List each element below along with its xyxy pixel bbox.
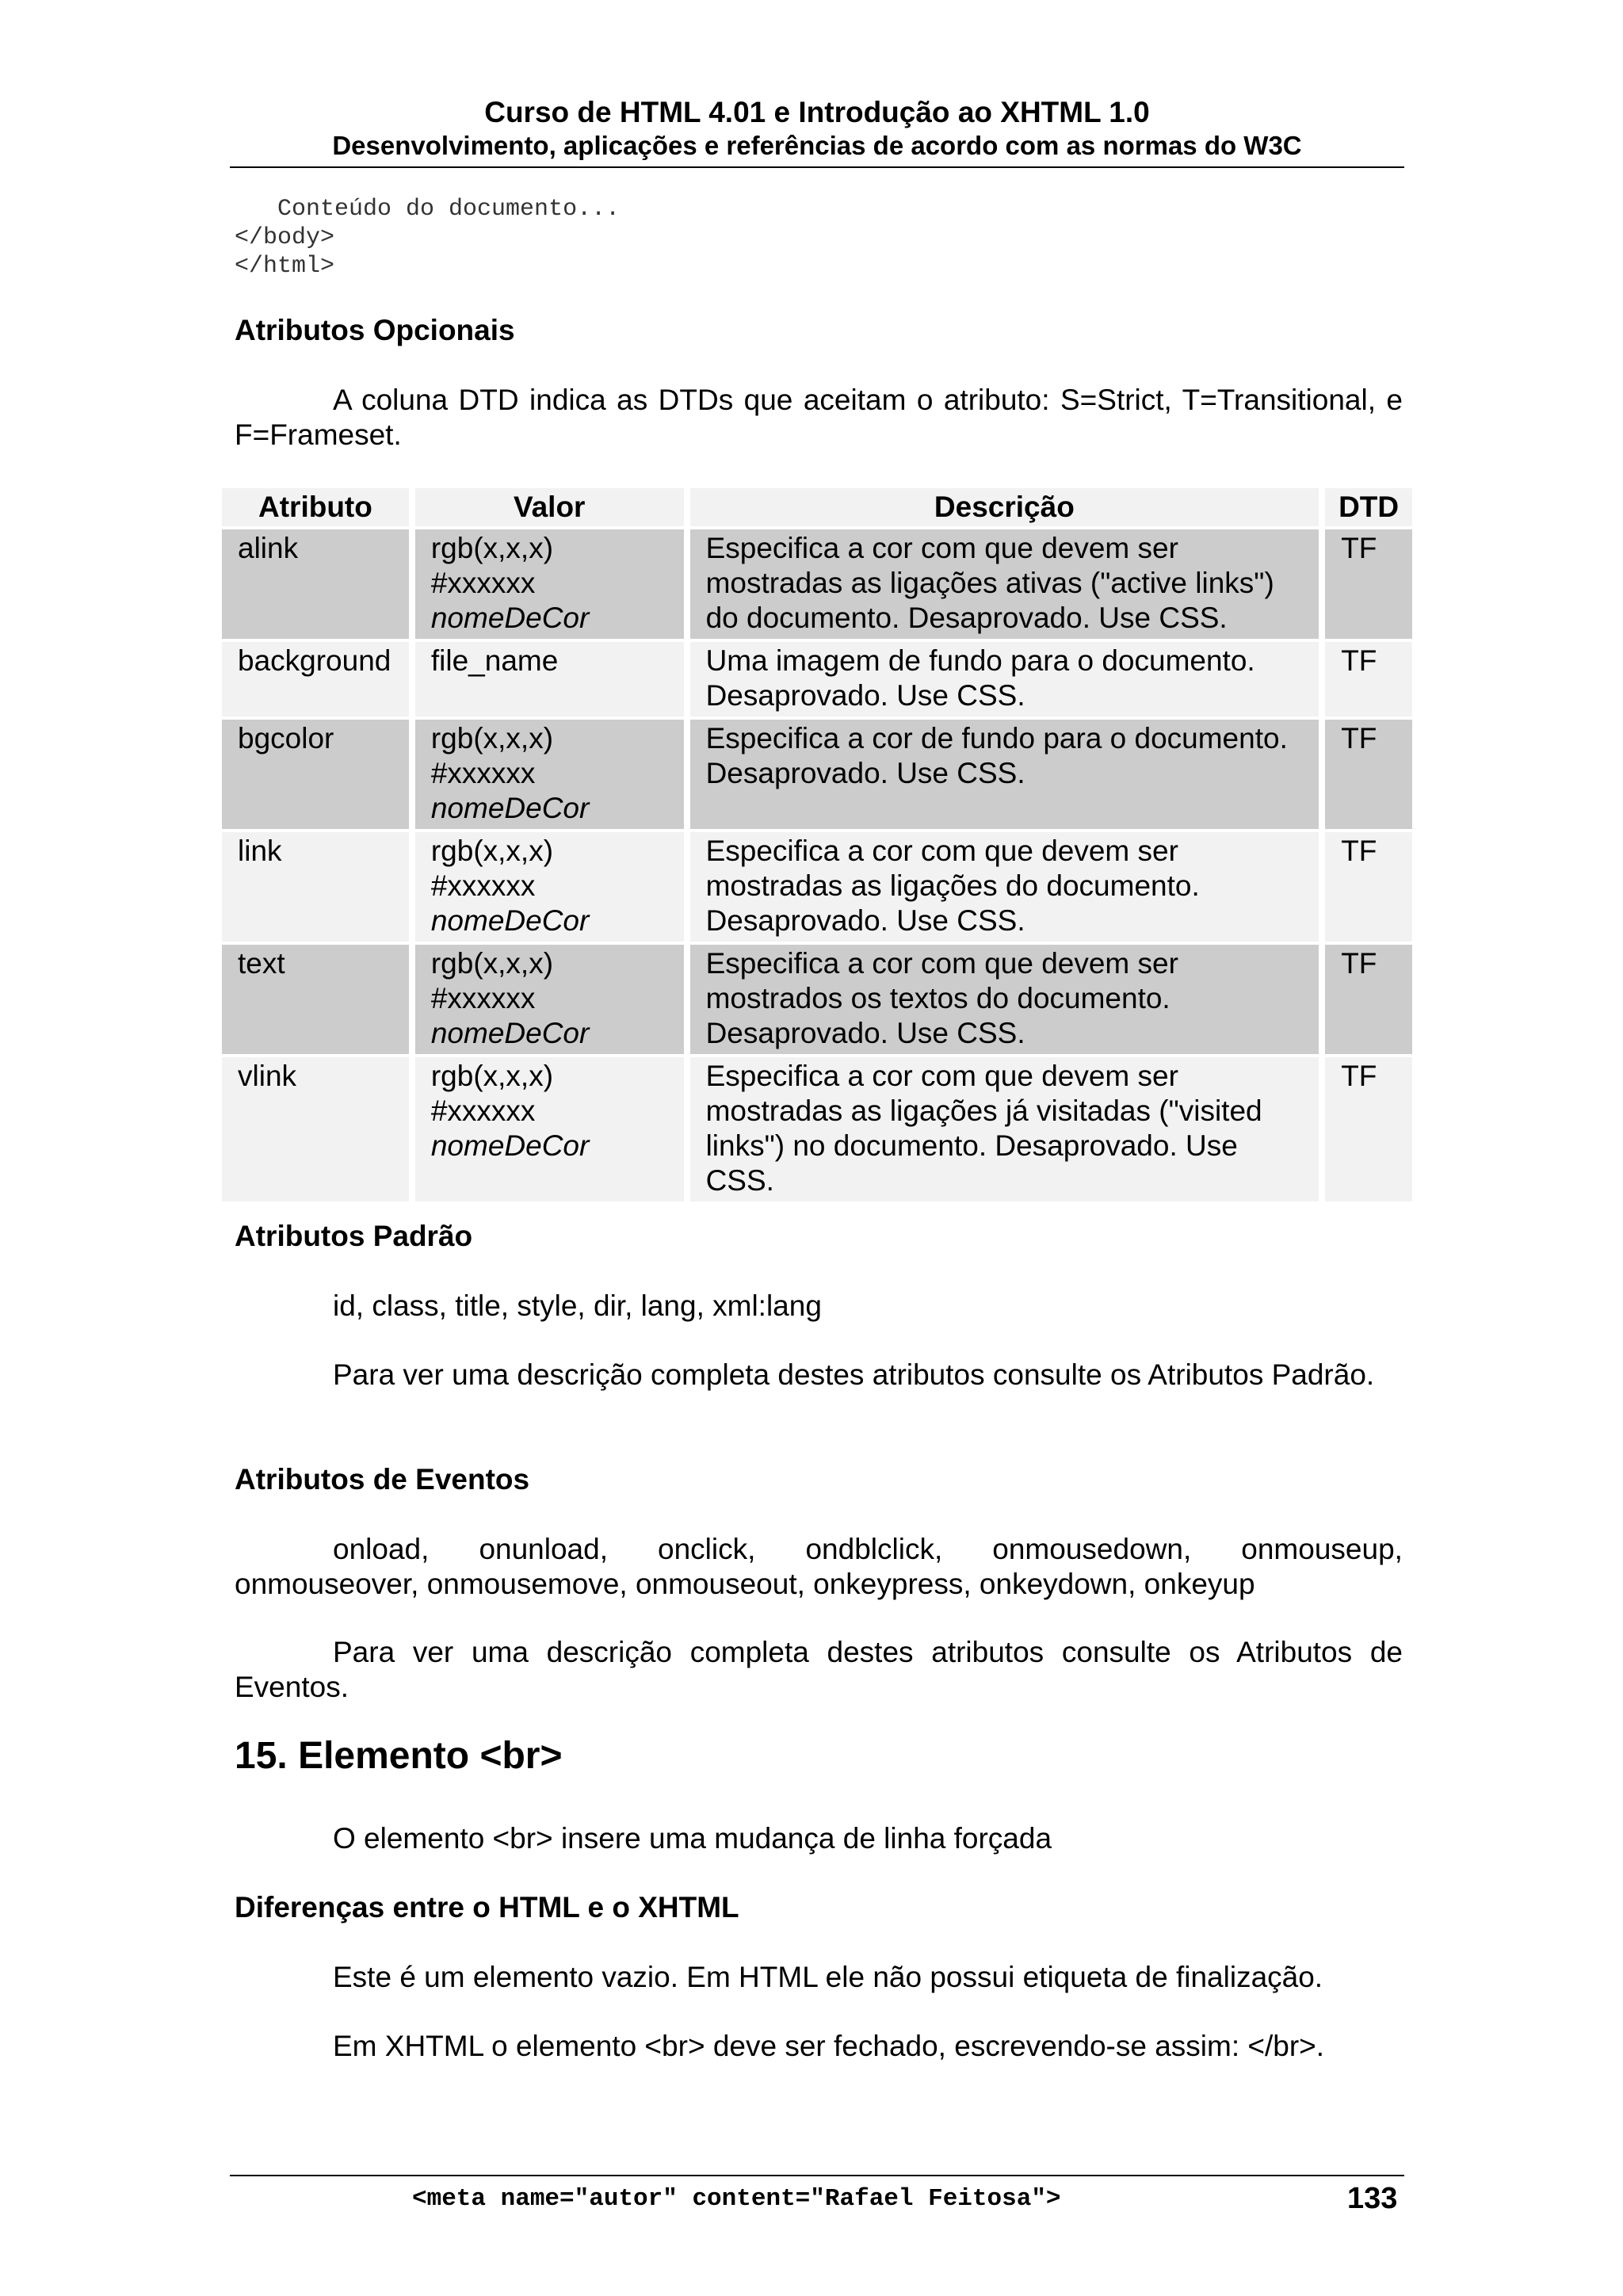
br-text: O elemento <br> insere uma mudança de linha forçada bbox=[333, 1822, 1052, 1855]
value-line: nomeDeCor bbox=[430, 904, 590, 937]
column-header: Atributo bbox=[222, 488, 409, 526]
eventos-line-1 bbox=[235, 1532, 1403, 1567]
cell-desc: Especifica a cor com que devem ser mostradas as ligações do documento. Desaprovado. Use CSS. bbox=[690, 832, 1319, 942]
value-line: #xxxxxx bbox=[430, 1095, 536, 1127]
cell-dtd: TF bbox=[1325, 642, 1412, 716]
column-header: Descrição bbox=[690, 488, 1319, 526]
event-name: ondblclick, bbox=[805, 1533, 943, 1565]
value-line: nomeDeCor bbox=[430, 1129, 590, 1162]
header-subtitle: Desenvolvimento, aplicações e referências de acordo com as normas do W3C bbox=[332, 131, 1302, 160]
event-name: onclick, bbox=[658, 1533, 756, 1565]
section-title-padrao: Atributos Padrão bbox=[235, 1220, 473, 1252]
cell-attr: vlink bbox=[222, 1057, 409, 1201]
chapter-title: 15. Elemento <br> bbox=[235, 1735, 563, 1777]
value-line: rgb(x,x,x) bbox=[430, 532, 554, 564]
event-name: onunload, bbox=[479, 1533, 608, 1565]
table-row bbox=[222, 529, 1412, 639]
cell-dtd: TF bbox=[1325, 720, 1412, 829]
event-name: onmouseup, bbox=[1241, 1533, 1403, 1565]
cell-desc: Especifica a cor de fundo para o documento. Desaprovado. Use CSS. bbox=[690, 720, 1319, 829]
value-line: file_name bbox=[430, 644, 559, 677]
code-block bbox=[235, 195, 620, 281]
cell-desc: Especifica a cor com que devem ser mostrados os textos do documento. Desaprovado. Use CSS. bbox=[690, 945, 1319, 1054]
header-rule bbox=[230, 166, 1404, 168]
event-name: onload, bbox=[333, 1533, 430, 1565]
table-row bbox=[222, 945, 1412, 1054]
value-line: rgb(x,x,x) bbox=[430, 835, 554, 867]
cell-dtd: TF bbox=[1325, 832, 1412, 942]
cell-dtd: TF bbox=[1325, 529, 1412, 639]
cell-value bbox=[415, 1057, 684, 1201]
cell-attr: bgcolor bbox=[222, 720, 409, 829]
footer-code: <meta name="autor" content="Rafael Feitosa"> bbox=[412, 2185, 1061, 2213]
value-line: nomeDeCor bbox=[430, 602, 590, 634]
padrao-list: id, class, title, style, dir, lang, xml:lang bbox=[333, 1289, 822, 1322]
cell-value bbox=[415, 642, 684, 716]
footer-rule bbox=[230, 2175, 1404, 2176]
value-line: #xxxxxx bbox=[430, 757, 536, 789]
cell-attr: text bbox=[222, 945, 409, 1054]
cell-desc: Especifica a cor com que devem ser mostradas as ligações já visitadas ("visited links") no documento. Desaprovado. Use CSS. bbox=[690, 1057, 1319, 1201]
value-line: rgb(x,x,x) bbox=[430, 947, 554, 980]
cell-attr: background bbox=[222, 642, 409, 716]
cell-desc: Especifica a cor com que devem ser mostradas as ligações ativas ("active links") do documento. Desaprovado. Use CSS. bbox=[690, 529, 1319, 639]
cell-value bbox=[415, 529, 684, 639]
section-title-opcionais: Atributos Opcionais bbox=[235, 314, 515, 346]
cell-value bbox=[415, 832, 684, 942]
section-title-eventos: Atributos de Eventos bbox=[235, 1463, 530, 1496]
event-name: onmousedown, bbox=[992, 1533, 1192, 1565]
cell-attr: alink bbox=[222, 529, 409, 639]
table-row bbox=[222, 642, 1412, 716]
table-header-row bbox=[222, 488, 1412, 526]
header-title: Curso de HTML 4.01 e Introdução ao XHTML 1.0 bbox=[484, 96, 1150, 128]
diff-text-1: Este é um elemento vazio. Em HTML ele não possui etiqueta de finalização. bbox=[333, 1961, 1323, 1993]
table-row bbox=[222, 1057, 1412, 1201]
column-header: DTD bbox=[1325, 488, 1412, 526]
value-line: #xxxxxx bbox=[430, 567, 536, 599]
page-number: 133 bbox=[1347, 2182, 1398, 2215]
cell-value bbox=[415, 720, 684, 829]
padrao-text: Para ver uma descrição completa destes atributos consulte os Atributos Padrão. bbox=[333, 1358, 1375, 1391]
column-header: Valor bbox=[415, 488, 684, 526]
code-line: </html> bbox=[235, 253, 335, 280]
cell-value bbox=[415, 945, 684, 1054]
page-header bbox=[230, 95, 1404, 162]
paragraph-dtd: A coluna DTD indica as DTDs que aceitam o atributo: S=Strict, T=Transitional, e F=Frameset. bbox=[235, 384, 1403, 451]
value-line: nomeDeCor bbox=[430, 1017, 590, 1049]
value-line: #xxxxxx bbox=[430, 869, 536, 902]
cell-attr: link bbox=[222, 832, 409, 942]
value-line: rgb(x,x,x) bbox=[430, 1060, 554, 1092]
section-title-diferencas: Diferenças entre o HTML e o XHTML bbox=[235, 1891, 739, 1924]
attributes-table bbox=[216, 485, 1419, 1205]
value-line: nomeDeCor bbox=[430, 792, 590, 824]
code-line: Conteúdo do documento... bbox=[235, 196, 621, 223]
eventos-list bbox=[235, 1532, 1403, 1602]
cell-desc: Uma imagem de fundo para o documento. Desaprovado. Use CSS. bbox=[690, 642, 1319, 716]
code-line: </body> bbox=[235, 224, 335, 251]
eventos-text: Para ver uma descrição completa destes atributos consulte os Atributos de Eventos. bbox=[235, 1636, 1403, 1703]
eventos-line-2: onmouseover, onmousemove, onmouseout, onkeypress, onkeydown, onkeyup bbox=[235, 1568, 1255, 1600]
value-line: #xxxxxx bbox=[430, 982, 536, 1014]
cell-dtd: TF bbox=[1325, 1057, 1412, 1201]
value-line: rgb(x,x,x) bbox=[430, 722, 554, 755]
diff-text-2: Em XHTML o elemento <br> deve ser fechado, escrevendo-se assim: </br>. bbox=[333, 2030, 1325, 2062]
cell-dtd: TF bbox=[1325, 945, 1412, 1054]
table-row bbox=[222, 720, 1412, 829]
table-row bbox=[222, 832, 1412, 942]
